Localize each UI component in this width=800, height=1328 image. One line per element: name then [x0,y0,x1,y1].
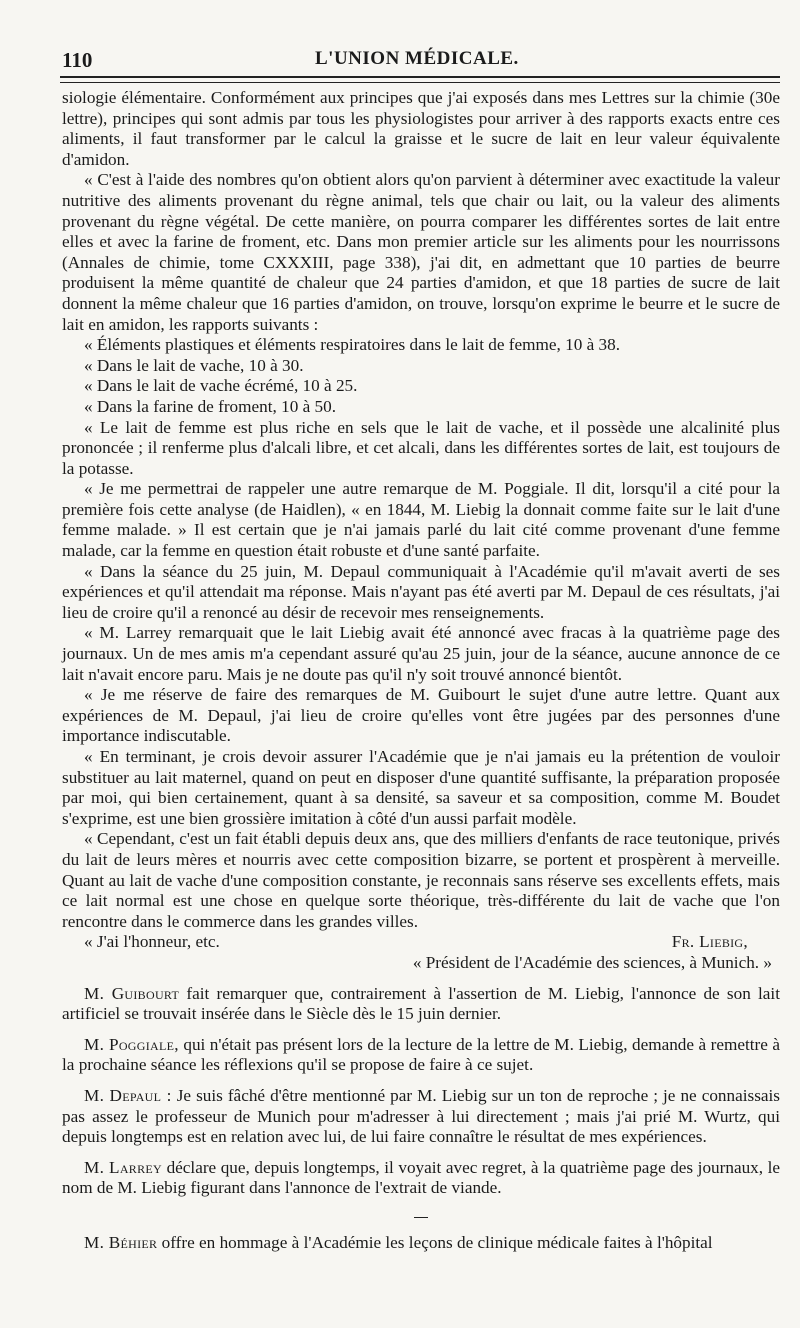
speaker-text: qui n'était pas présent lors de la lecture de la lettre de M. Liebig, demande à remettre à la prochaine séance les réflexions qu'il se propose de faire à ce sujet. [62,1034,781,1075]
closing-text: « J'ai l'honneur, etc. [84,932,220,952]
signature-title: « Président de l'Académie des sciences, à Munich. » [412,952,772,972]
paragraph: « Éléments plastiques et éléments respiratoires dans le lait de femme, 10 à 38. [84,335,620,355]
paragraph: « M. Larrey remarquait que le lait Liebig avait été annoncé avec fracas à la quatrième page des journaux. Un de mes amis m'a cependant assuré qu'au 25 juin, jour de la séance, aucune annonce de ce lait n'avait encore paru. Mais je ne doute pas qu'il n'y soit trouvé annoncé bientôt. [62,623,780,684]
page-number: 110 [62,48,93,72]
speaker-text: Je suis fâché d'être mentionné par M. Liebig sur un ton de reproche ; je ne connaissais pas assez le professeur de Munich pour m'adresser à lui directement ; mais j'ai prié M. Wurtz, qui depuis longtemps est en relation avec lui, de lui faire connaître le résultat de mes expériences. [62,1085,780,1147]
speaker-name: M. Poggiale, [84,1034,179,1054]
section-separator [62,1207,780,1228]
speaker-name: M. Béhier [84,1233,158,1253]
speaker-text: fait remarquer que, contrairement à l'assertion de M. Liebig, l'annonce de son lait artificiel se trouvait insérée dans le Siècle dès le 15 juin dernier. [62,983,780,1024]
paragraph: « Le lait de femme est plus riche en sels que le lait de vache, et il possède une alcalinité plus prononcée ; il renferme plus d'alcali libre, et cet alcali, dans les différentes sortes de lait, est toujours de la potasse. [62,417,780,478]
paragraph: « Dans la séance du 25 juin, M. Depaul communiquait à l'Académie qu'il m'avait averti de ses expériences et qu'il attendait ma réponse. Mais n'ayant pas été averti par M. Depaul de ces résultats, j'ai lieu de croire qu'il a renoncé au désir de recevoir mes renseignements. [62,561,780,622]
paragraph-depaul [62,1086,780,1148]
speaker-name: M. Larrey [84,1157,162,1177]
paragraph: « Dans la farine de froment, 10 à 50. [84,396,336,416]
paragraph: « Dans le lait de vache écrémé, 10 à 25. [84,376,358,396]
paragraph-poggiale [62,1035,780,1076]
paragraph-guibourt [62,984,780,1025]
speaker-text: déclare que, depuis longtemps, il voyait avec regret, à la quatrième page des journaux, le nom de M. Liebig figurant dans l'annonce de l'extrait de viande. [62,1157,781,1198]
closing-line [62,932,780,953]
speaker-text: offre en hommage à l'Académie les leçons de clinique médicale faites à l'hôpital [161,1233,713,1253]
paragraph-larrey [62,1158,780,1199]
speaker-name: M. Depaul : [84,1085,172,1105]
paragraph: siologie élémentaire. Conformément aux principes que j'ai exposés dans mes Lettres sur la chimie (30e lettre), principes qui sont admis par tous les physiologistes pour arriver à des rapports exacts entre ces aliments, il faut transformer par le calcul la graisse et le sucre de lait en leur valeur équivalente d'amidon. [62,88,780,169]
header-rule [60,76,780,83]
speaker-name: M. Guibourt [84,983,180,1003]
paragraph-behier [62,1233,780,1254]
paragraph: « C'est à l'aide des nombres qu'on obtient alors qu'on parvient à déterminer avec exactitude la valeur nutritive des aliments provenant du règne animal, tels que chair ou lait, ou la valeur des aliments provenant du règne végétal. De cette manière, on pourra comparer les différentes sortes de lait entre elles et avec la farine de froment, etc. Dans mon premier article sur les aliments pour les nourrissons (Annales de chimie, tome CXXXIII, page 338), j'ai dit, en admettant que 10 parties de beurre produisent la même quantité de chaleur que 24 parties d'amidon, et que 18 parties de sucre de lait donnent la même chaleur que 16 parties d'amidon, on trouve, lorsqu'on exprime le beurre et le sucre de lait en amidon, les rapports suivants : [62,170,780,334]
paragraph: « En terminant, je crois devoir assurer l'Académie que je n'ai jamais eu la prétention de vouloir substituer au lait maternel, quand on peut en disposer d'une quantité suffisante, la préparation proposée par moi, qui bien certainement, quant à sa densité, sa saveur et sa composition, comme M. Boudet s'exprime, est une bien grossière imitation à côté d'un aussi parfait modèle. [62,747,780,828]
paragraph: « Je me permettrai de rappeler une autre remarque de M. Poggiale. Il dit, lorsqu'il a cité pour la première fois cette analyse (de Haidlen), « en 1844, M. Liebig la donnait comme faite sur le lait d'une femme malade. » Il est certain que je n'ai jamais parlé du lait cité comme provenant d'une femme malade, car la femme en question était robuste et d'une santé parfaite. [62,479,780,561]
page-header [62,44,780,78]
running-head: L'UNION MÉDICALE. [315,48,519,69]
body-text [62,88,780,1254]
paragraph: « Dans le lait de vache, 10 à 30. [84,355,304,375]
paragraph: « Cependant, c'est un fait établi depuis deux ans, que des milliers d'enfants de race teutonique, privés du lait de leurs mères et nourris avec cette composition bizarre, se portent et prospèrent à merveille. Quant au lait de vache d'une composition constante, je reconnais sans réserve ses excellents effets, mais ce lait normal est une chose en quelque sorte théorique, très-différente du lait de vache que l'on rencontre dans le commerce dans les grandes villes. [62,829,780,931]
paragraph: « Je me réserve de faire des remarques de M. Guibourt le sujet d'une autre lettre. Quant aux expériences de M. Depaul, j'ai lieu de croire qu'elles vont être jugées par des personnes d'une importance indiscutable. [62,685,780,746]
signature-name: Fr. Liebig, [671,932,748,952]
